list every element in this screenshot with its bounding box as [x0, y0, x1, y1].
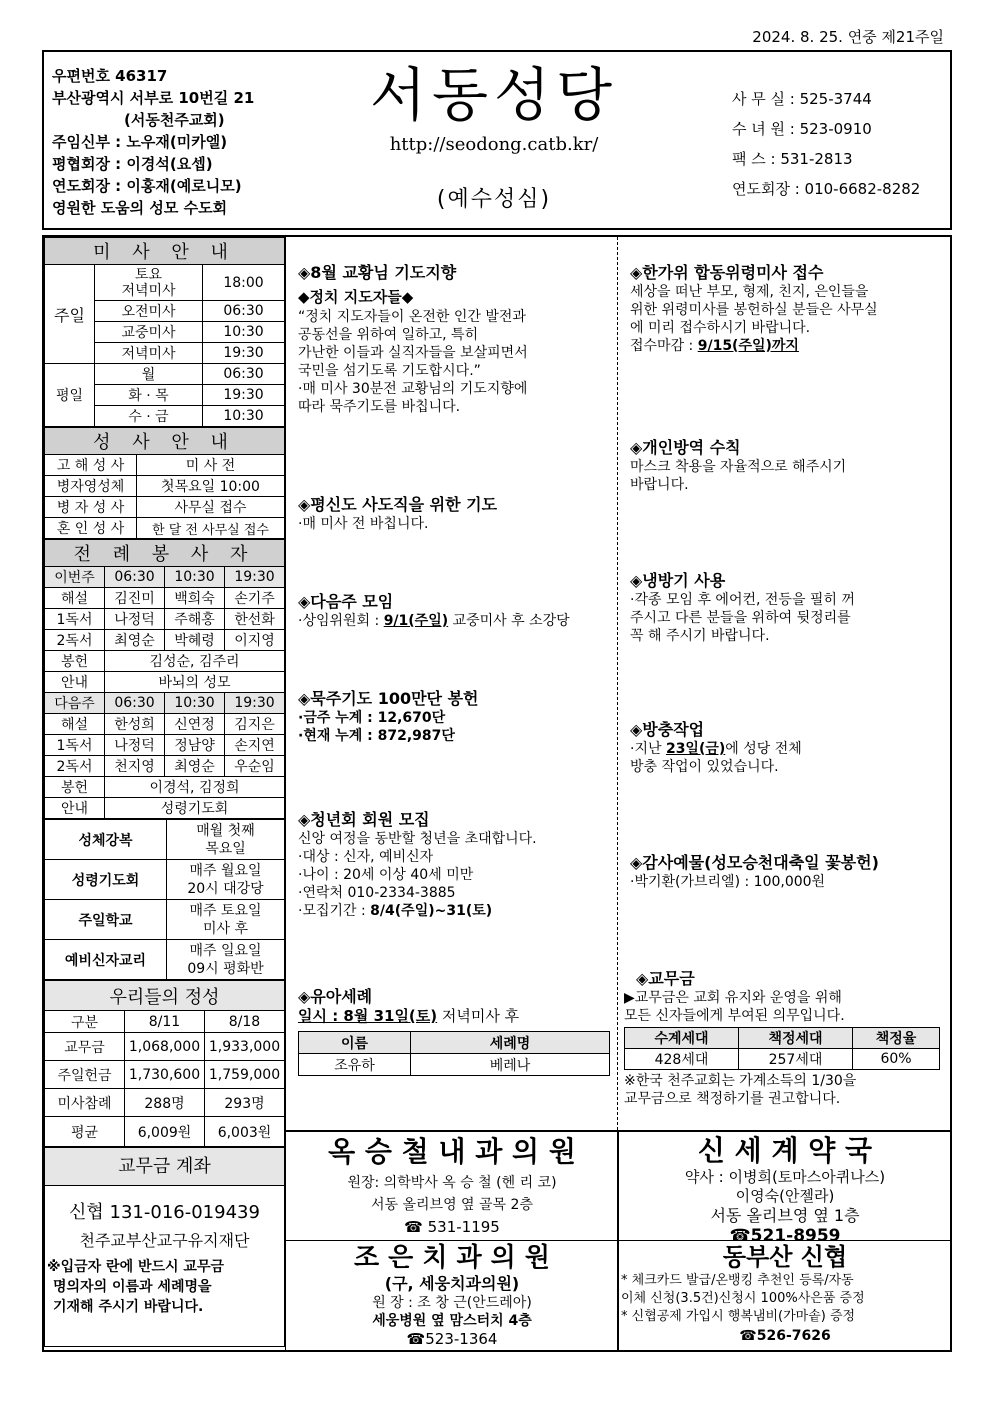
server-name: 바뇌의 성모 — [105, 672, 285, 693]
role-label: 1독서 — [45, 735, 105, 756]
body-line: 국민을 섬기도록 기도합시다.” — [298, 363, 481, 379]
section-title: ◈교무금 — [636, 969, 695, 988]
account-note-3: 기재해 주시기 바랍니다. — [53, 1299, 204, 1315]
weekday-label: 평일 — [45, 364, 95, 427]
time-head: 19:30 — [225, 567, 285, 588]
account-title: 교무금 계좌 — [45, 1148, 284, 1186]
section-youth — [298, 809, 616, 920]
ad-line: 원 장 : 조 창 근(안드레아) — [372, 1295, 532, 1311]
server-name: 한성희 — [105, 714, 165, 735]
sacrament-name: 고 해 성 사 — [45, 455, 137, 476]
mass-table — [44, 237, 285, 427]
body-line: ▶교무금은 교회 유지와 운영을 위해 — [624, 990, 842, 1006]
council-president: 평협회장 : 이경석(요셉) — [52, 155, 213, 173]
ad-clinic — [287, 1134, 617, 1238]
dues-head: 책정세대 — [739, 1028, 853, 1049]
time-head: 06:30 — [105, 693, 165, 714]
left-column — [44, 237, 285, 1347]
offering-head: 8/11 — [125, 1011, 205, 1033]
postal-code: 우편번호 46317 — [52, 67, 168, 85]
dues-value: 428세대 — [625, 1049, 739, 1070]
sisters-order: 영원한 도움의 성모 수도회 — [52, 199, 228, 217]
servers-title: 전 례 봉 사 자 — [45, 540, 285, 567]
event-info: 매주 토요일 미사 후 — [167, 900, 285, 940]
mass-name: 토요 저녁미사 — [95, 265, 203, 301]
section-title: ◈8월 교황님 기도지향 — [298, 263, 457, 282]
section-infant-baptism — [298, 986, 616, 1076]
body-line: ·금주 누계 : 12,670단 — [298, 710, 446, 726]
ad-line: 세웅병원 옆 맘스터치 4층 — [372, 1313, 532, 1329]
pest-pre: ·지난 — [630, 741, 666, 757]
offering-value: 293명 — [205, 1089, 285, 1117]
account-box — [44, 1147, 285, 1347]
server-name: 박혜령 — [165, 630, 225, 651]
ad-phone: ☎526-7626 — [739, 1328, 831, 1344]
offering-value: 288명 — [125, 1089, 205, 1117]
section-quarantine — [630, 437, 948, 494]
server-name: 이지영 — [225, 630, 285, 651]
body-line: 세상을 떠난 부모, 형제, 친지, 은인들을 — [630, 284, 869, 300]
offering-table — [44, 980, 285, 1147]
server-name: 김지은 — [225, 714, 285, 735]
body-line: ※한국 천주교회는 가계소득의 1/30을 — [624, 1073, 857, 1089]
sacrament-info: 한 달 전 사무실 접수 — [137, 518, 285, 539]
body-line — [630, 337, 948, 355]
section-subtitle: ◆정치 지도자들◆ — [298, 288, 414, 306]
sacrament-table — [44, 427, 285, 539]
meeting-info: 교중미사 후 소강당 — [448, 613, 570, 629]
baptism-head: 세례명 — [411, 1032, 610, 1054]
ad-line: 이영숙(안젤라) — [735, 1187, 835, 1205]
offering-title: 우리들의 정성 — [45, 981, 285, 1011]
body-line: ·각종 모임 후 에어컨, 전등을 필히 꺼 — [630, 592, 855, 608]
offering-head: 8/18 — [205, 1011, 285, 1033]
mass-time: 19:30 — [203, 343, 285, 364]
ad-line: 약사 : 이병희(토마스아퀴나스) — [684, 1168, 886, 1186]
sunday-label: 주일 — [45, 265, 95, 364]
server-name: 나정덕 — [105, 735, 165, 756]
middle-column — [298, 262, 616, 416]
ad-name: 조 은 치 과 의 원 — [354, 1243, 550, 1273]
body-line: 따라 묵주기도를 바칩니다. — [298, 399, 461, 415]
week-label: 이번주 — [45, 567, 105, 588]
offering-label: 미사참례 — [45, 1089, 125, 1117]
offering-value: 1,759,000 — [205, 1061, 285, 1089]
mass-name: 교중미사 — [95, 322, 203, 343]
server-name: 우순임 — [225, 756, 285, 777]
body-line: 공동선을 위하여 일하고, 특히 — [298, 327, 479, 343]
server-name: 정남양 — [165, 735, 225, 756]
account-number: 신협 131-016-019439 — [69, 1202, 260, 1223]
server-name: 천지영 — [105, 756, 165, 777]
pest-post: 에 성당 전체 — [725, 741, 802, 757]
body-line: 꼭 해 주시기 바랍니다. — [630, 628, 770, 644]
body-line — [298, 902, 616, 920]
convent-phone: 수 녀 원 : 523-0910 — [732, 120, 872, 138]
period-value: 8/4(주일)~31(토) — [370, 903, 493, 919]
prayer-president: 연도회장 : 이홍재(예로니모) — [52, 177, 242, 195]
section-title: ◈유아세례 — [298, 987, 373, 1006]
baptism-saint-name: 베레나 — [411, 1054, 610, 1076]
ad-phone: ☎ 531-1195 — [404, 1218, 500, 1236]
ad-name: 신 세 계 약 국 — [697, 1134, 873, 1167]
time-head: 10:30 — [165, 567, 225, 588]
body-line: 가난한 이들과 실직자들을 보살피면서 — [298, 345, 528, 361]
ad-line: 서동 올리브영 옆 1층 — [710, 1206, 860, 1225]
ad-phone: ☎521-8959 — [729, 1226, 841, 1246]
mass-time: 19:30 — [203, 385, 285, 406]
section-title: ◈감사예물(성모승천대축일 꽃봉헌) — [630, 853, 879, 872]
offering-value: 6,009원 — [125, 1117, 205, 1147]
role-label: 2독서 — [45, 756, 105, 777]
section-title: ◈청년회 회원 모집 — [298, 810, 430, 829]
body-line: ·나이 : 20세 이상 40세 미만 — [298, 867, 474, 883]
mass-name: 오전미사 — [95, 301, 203, 322]
ad-line: * 체크카드 발급/온뱅킹 추천인 등록/자동 — [621, 1273, 854, 1288]
baptism-table — [298, 1031, 610, 1076]
events-table — [44, 819, 285, 980]
offering-head: 구분 — [45, 1011, 125, 1033]
deadline-value: 9/15(주일)까지 — [697, 338, 799, 354]
time-head: 19:30 — [225, 693, 285, 714]
dues-head: 수계세대 — [625, 1028, 739, 1049]
ad-credit-union — [621, 1242, 949, 1346]
ad-name: 옥 승 철 내 과 의 원 — [328, 1135, 576, 1168]
baptism-time: 저녁미사 후 — [437, 1007, 520, 1025]
ad-phone: ☎523-1364 — [406, 1330, 498, 1348]
baptism-date: 일시 : 8월 31일(토) — [298, 1007, 438, 1025]
servers-table — [44, 539, 285, 819]
mass-day: 월 — [95, 364, 203, 385]
section-rosary — [298, 688, 616, 745]
server-name: 신연정 — [165, 714, 225, 735]
baptism-head: 이름 — [299, 1032, 411, 1054]
section-title: ◈묵주기도 100만단 봉헌 — [298, 689, 479, 708]
baptism-name: 조유하 — [299, 1054, 411, 1076]
server-name: 김성순, 김주리 — [105, 651, 285, 672]
body-line: 모든 신자들에게 부여된 의무입니다. — [624, 1008, 845, 1024]
time-head: 10:30 — [165, 693, 225, 714]
body-line: 마스크 착용을 자율적으로 해주시기 — [630, 459, 847, 475]
ad-line: 이체 신청(3.5건)신청시 100%사은품 증정 — [621, 1291, 865, 1306]
offering-label: 평균 — [45, 1117, 125, 1147]
section-title: ◈한가위 합동위령미사 접수 — [630, 263, 824, 282]
event-info: 매월 첫째 목요일 — [167, 820, 285, 860]
server-name: 주해홍 — [165, 609, 225, 630]
section-air-conditioner — [630, 570, 948, 645]
meeting-label: ·상임위원회 : — [298, 613, 384, 629]
pastor: 주임신부 : 노우재(미카엘) — [52, 133, 228, 151]
sacrament-info: 첫목요일 10:00 — [137, 476, 285, 497]
divider-dashed — [617, 237, 618, 1130]
mass-time: 18:00 — [203, 265, 285, 301]
section-title: ◈다음주 모임 — [298, 592, 394, 611]
ad-line: 서동 올리브영 옆 골목 2층 — [371, 1197, 533, 1213]
sacrament-name: 혼 인 성 사 — [45, 518, 137, 539]
sacrament-info: 미 사 전 — [137, 455, 285, 476]
event-name: 성체강복 — [45, 820, 167, 860]
section-dues — [624, 968, 946, 1108]
offering-label: 주일헌금 — [45, 1061, 125, 1089]
sunday-theme: (예수성심) — [436, 187, 552, 212]
role-label: 2독서 — [45, 630, 105, 651]
mass-day: 화 · 목 — [95, 385, 203, 406]
event-name: 주일학교 — [45, 900, 167, 940]
sacrament-name: 병 자 성 사 — [45, 497, 137, 518]
header-contacts — [732, 84, 920, 204]
section-title: ◈냉방기 사용 — [630, 571, 726, 590]
offering-value: 1,933,000 — [205, 1033, 285, 1061]
ad-pharmacy — [619, 1134, 951, 1246]
account-note-2: 명의자의 이름과 세례명을 — [53, 1279, 212, 1295]
body-line: ·매 미사 30분전 교황님의 기도지향에 — [298, 381, 528, 397]
body-line: ·매 미사 전 바칩니다. — [298, 516, 429, 532]
role-label: 봉헌 — [45, 651, 105, 672]
section-lay-apostolate — [298, 494, 616, 533]
mass-title: 미 사 안 내 — [45, 238, 285, 265]
role-label: 안내 — [45, 672, 105, 693]
body-line: ·대상 : 신자, 예비신자 — [298, 849, 434, 865]
ad-line: 원장: 의학박사 옥 승 철 (헨 리 코) — [347, 1175, 557, 1191]
mass-day: 수 · 금 — [95, 406, 203, 427]
mass-name: 저녁미사 — [95, 343, 203, 364]
event-name: 성령기도회 — [45, 860, 167, 900]
church-title: 서동성당 — [369, 61, 619, 129]
role-label: 해설 — [45, 588, 105, 609]
offering-label: 교무금 — [45, 1033, 125, 1061]
server-name: 백희숙 — [165, 588, 225, 609]
role-label: 안내 — [45, 798, 105, 819]
server-name: 김진미 — [105, 588, 165, 609]
fax: 팩 스 : 531-2813 — [732, 150, 853, 168]
body-line — [630, 740, 948, 758]
dues-value: 60% — [853, 1049, 940, 1070]
section-title: ◈개인방역 수칙 — [630, 438, 741, 457]
mass-time: 10:30 — [203, 406, 285, 427]
body-line: 교무금으로 책정하기를 권고합니다. — [624, 1091, 841, 1107]
time-head: 06:30 — [105, 567, 165, 588]
ad-dental — [287, 1242, 617, 1349]
body-line: ·연락처 010-2334-3885 — [298, 885, 456, 901]
header-left-info — [52, 65, 254, 219]
sacrament-info: 사무실 접수 — [137, 497, 285, 518]
body-line: 신앙 여정을 동반할 청년을 초대합니다. — [298, 831, 537, 847]
body-line: 위한 위령미사를 봉헌하실 분들은 사무실 — [630, 302, 878, 318]
offering-value: 6,003원 — [205, 1117, 285, 1147]
event-info: 매주 일요일 09시 평화반 — [167, 940, 285, 980]
account-holder: 천주교부산교구유지재단 — [79, 1231, 250, 1250]
bulletin-date: 2024. 8. 25. 연중 제21주일 — [752, 28, 944, 46]
sacrament-name: 병자영성체 — [45, 476, 137, 497]
section-thanks-offering — [630, 852, 948, 891]
dues-value: 257세대 — [739, 1049, 853, 1070]
role-label: 봉헌 — [45, 777, 105, 798]
church-name-sub: (서동천주교회) — [124, 111, 225, 129]
week-label: 다음주 — [45, 693, 105, 714]
body-line: ·현재 누계 : 872,987단 — [298, 728, 455, 744]
divider — [285, 237, 286, 1350]
role-label: 1독서 — [45, 609, 105, 630]
body-line: 방충 작업이 있었습니다. — [630, 759, 779, 775]
prayer-president-phone: 연도회장 : 010-6682-8282 — [732, 180, 921, 198]
role-label: 해설 — [45, 714, 105, 735]
ad-line: (구, 세웅치과의원) — [384, 1274, 520, 1293]
body-line: ·박기환(가브리엘) : 100,000원 — [630, 874, 826, 890]
body-line: 에 미리 접수하시기 바랍니다. — [630, 320, 811, 336]
section-title: ◈방충작업 — [630, 720, 705, 739]
event-name: 예비신자교리 — [45, 940, 167, 980]
server-name: 손기주 — [225, 588, 285, 609]
sacrament-title: 성 사 안 내 — [45, 428, 285, 455]
ad-line: * 신협공제 가입시 행복냄비(가마솥) 증정 — [621, 1309, 856, 1324]
dues-head: 책정율 — [853, 1028, 940, 1049]
section-next-meeting — [298, 591, 616, 630]
period-label: ·모집기간 : — [298, 903, 371, 919]
body-line: “정치 지도자들이 온전한 인간 발전과 — [298, 309, 526, 325]
server-name: 나정덕 — [105, 609, 165, 630]
server-name: 한선화 — [225, 609, 285, 630]
church-url[interactable]: http://seodong.catb.kr/ — [389, 134, 599, 155]
pest-date: 23일(금) — [665, 741, 726, 757]
offering-value: 1,730,600 — [125, 1061, 205, 1089]
offering-value: 1,068,000 — [125, 1033, 205, 1061]
server-name: 성령기도회 — [105, 798, 285, 819]
server-name: 최영순 — [105, 630, 165, 651]
office-phone: 사 무 실 : 525-3744 — [732, 90, 872, 108]
event-info: 매주 월요일 20시 대강당 — [167, 860, 285, 900]
address: 부산광역시 서부로 10번길 21 — [52, 89, 255, 107]
ad-name: 동부산 신협 — [722, 1243, 848, 1271]
section-memorial-mass — [630, 262, 948, 355]
header-box — [42, 50, 952, 230]
dues-table — [624, 1027, 940, 1070]
body-line: 바랍니다. — [630, 477, 689, 493]
body-line — [298, 612, 616, 630]
deadline-label: 접수마감 : — [630, 338, 698, 354]
meeting-date: 9/1(주일) — [383, 613, 449, 629]
body-line: 주시고 다른 분들을 위하여 뒷정리를 — [630, 610, 851, 626]
mass-time: 06:30 — [203, 364, 285, 385]
server-name: 이경석, 김정희 — [105, 777, 285, 798]
mass-time: 10:30 — [203, 322, 285, 343]
section-title: ◈평신도 사도직을 위한 기도 — [298, 495, 498, 514]
section-pest-control — [630, 719, 948, 776]
account-note-1: ※입금자 란에 반드시 교무금 — [47, 1259, 224, 1275]
mass-time: 06:30 — [203, 301, 285, 322]
server-name: 손지연 — [225, 735, 285, 756]
server-name: 최영순 — [165, 756, 225, 777]
